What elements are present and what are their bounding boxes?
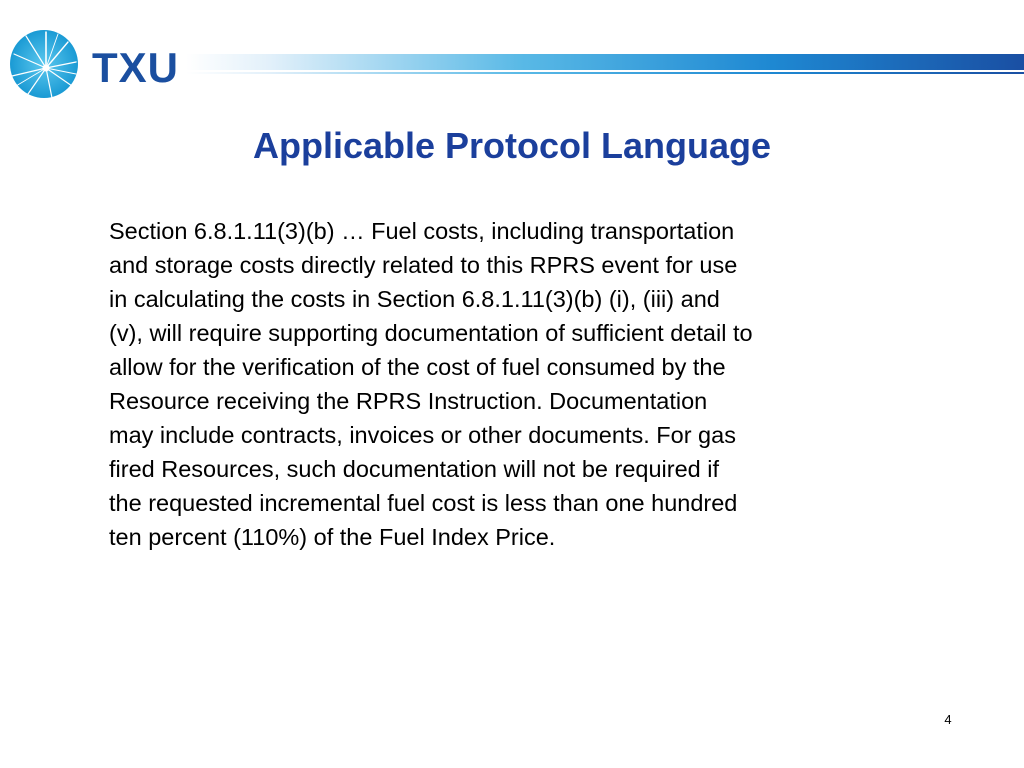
body-line: allow for the verification of the cost of fuel consumed by the	[109, 354, 726, 380]
body-line: the requested incremental fuel cost is less than one hundred	[109, 490, 738, 516]
body-line: may include contracts, invoices or other documents. For gas	[109, 422, 736, 448]
brand-name: TXU	[92, 44, 179, 91]
body-line: Resource receiving the RPRS Instruction. Documentation	[109, 388, 708, 414]
body-line: and storage costs directly related to this RPRS event for use	[109, 252, 738, 278]
slide-number: 4	[944, 712, 952, 727]
body-line: in calculating the costs in Section 6.8.1.11(3)(b) (i), (iii) and	[109, 286, 720, 312]
body-line: (v), will require supporting documentation of sufficient detail to	[109, 320, 753, 346]
slide-body	[109, 214, 909, 554]
header-bar-divider	[186, 70, 1024, 72]
txu-logo	[8, 28, 80, 100]
starburst-globe-icon	[8, 28, 80, 100]
body-line: fired Resources, such documentation will not be required if	[109, 456, 720, 482]
body-line: ten percent (110%) of the Fuel Index Price.	[109, 524, 556, 550]
slide-title: Applicable Protocol Language	[252, 125, 772, 166]
header-gradient-bar	[186, 54, 1024, 74]
body-line: Section 6.8.1.11(3)(b) … Fuel costs, including transportation	[109, 218, 735, 244]
